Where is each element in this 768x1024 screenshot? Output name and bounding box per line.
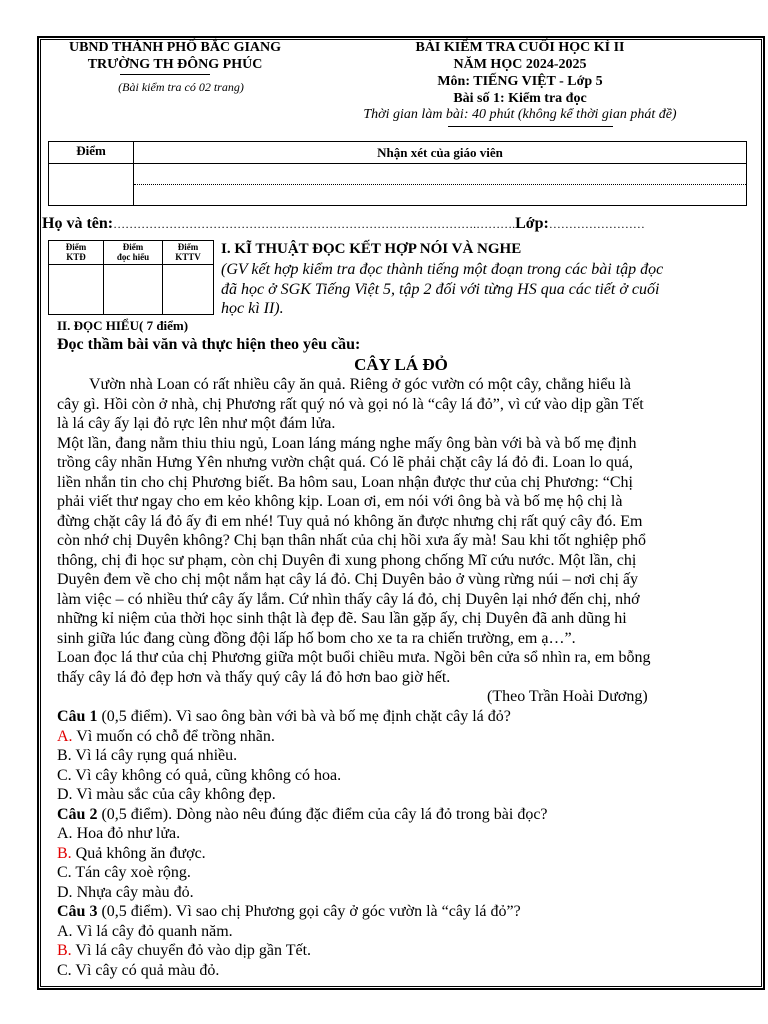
q2-option-c[interactable]: C. Tán cây xoè rộng. — [57, 864, 191, 881]
student-info-line — [42, 215, 732, 233]
score-box[interactable] — [49, 164, 134, 206]
class-dots[interactable]: …………………… — [548, 217, 645, 231]
name-label: Họ và tên: — [42, 215, 114, 232]
header-school: TRƯỜNG TH ĐÔNG PHÚC — [87, 57, 263, 72]
duration-underline — [448, 126, 613, 127]
story-line: Một lần, đang nằm thiu thiu ngủ, Loan láng máng nghe mấy ông bàn với bà và bố mẹ định — [57, 434, 637, 452]
q2-option-d[interactable]: D. Nhựa cây màu đỏ. — [57, 883, 194, 901]
class-label: Lớp: — [515, 215, 549, 232]
header-authority: UBND THÀNH PHỐ BẮC GIANG — [68, 40, 282, 55]
q1-option-a[interactable]: A. Vì muốn có chỗ để trồng nhãn. — [57, 727, 275, 745]
q1-option-b[interactable]: B. Vì lá cây rụng quá nhiều. — [57, 747, 238, 764]
story-title: CÂY LÁ ĐỎ — [354, 355, 448, 374]
q3-option-c[interactable]: C. Vì cây có quả màu đỏ. — [57, 961, 220, 979]
q2-option-a[interactable]: A. Hoa đỏ như lửa. — [57, 825, 181, 842]
questions-block — [57, 707, 548, 980]
section2-instruction: Đọc thầm bài văn và thực hiện theo yêu cầu: — [57, 336, 361, 353]
comment-box[interactable] — [134, 164, 747, 206]
story-line: sinh giữa lúc đang cùng đồng đội lấp hố bom cho xe ta ra chiến trường, em ạ…”. — [57, 629, 576, 647]
mini-col-doc-hieu: Điểm đọc hiểu — [104, 241, 163, 265]
question-1: Câu 1 (0,5 điểm). Vì sao ông bàn với bà và bố mẹ định chặt cây lá đỏ? — [57, 708, 511, 725]
mini-score-doc-hieu[interactable] — [104, 265, 163, 315]
header-test-name: Bài số 1: Kiểm tra đọc — [453, 91, 587, 106]
comment-label: Nhận xét của giáo viên — [134, 142, 747, 164]
story-line: Loan đọc lá thư của chị Phương giữa một buổi chiều mưa. Ngồi bên cửa sổ nhìn ra, em bỗng — [57, 649, 651, 666]
story-line: Duyên đem về cho chị một nắm hạt cây lá đỏ. Chị Duyên bảo ở vùng rừng núi – nơi chị ấy — [57, 571, 639, 588]
story-line: liền nhắn tin cho chị Phương biết. Ba hôm sau, Loan nhận được thư của chị Phương: “Chị — [57, 473, 633, 491]
score-label: Điểm — [49, 142, 134, 164]
q2-option-b[interactable]: B. Quả không ăn được. — [57, 844, 206, 862]
story-line: làm việc – có nhiều thứ cây ấy lắm. Cứ nhìn thấy cây lá đỏ, chị Duyên lại nhớ đến chị, nhớ — [57, 590, 640, 608]
story-line: đừng chặt cây lá đỏ ấy đi em nhé! Tuy quả nó không ăn được nhưng chị rất quý cây đó. Em — [57, 512, 643, 530]
header-school-year: NĂM HỌC 2024-2025 — [453, 57, 587, 72]
story-line: phải viết thư ngay cho em kẻo không kịp. Loan ơi, em nói với ông bà và bố mẹ hộ chị là — [57, 493, 623, 510]
q3-option-a[interactable]: A. Vì lá cây đỏ quanh năm. — [57, 922, 233, 940]
header-page-note: (Bài kiểm tra có 02 trang) — [118, 80, 244, 94]
story-line: thông, chị đi học sư phạm, còn chị Duyên đi xung phong chống Mĩ cứu nước. Một lần, chị — [57, 551, 637, 569]
comment-dotted-line — [134, 184, 746, 185]
mini-score-table — [48, 240, 214, 315]
q1-option-d[interactable]: D. Vì màu sắc của cây không đẹp. — [57, 786, 276, 803]
section1-title: I. KĨ THUẬT ĐỌC KẾT HỢP NÓI VÀ NGHE — [221, 241, 522, 257]
story-line: là lá cây ấy lại đỏ rực lên như một đám lửa. — [57, 415, 336, 432]
story-line: những kỉ niệm của thời học sinh thật là đẹp đẽ. Sau lần gặp ấy, chị Duyên đã anh dũng hi — [57, 610, 627, 627]
story-line: thấy cây lá đỏ đẹp hơn và thấy quý cây lá đỏ hơn bao giờ hết. — [57, 668, 451, 686]
header-duration: Thời gian làm bài: 40 phút (không kể thời gian phát đề) — [363, 107, 677, 122]
section1-note: (GV kết hợp kiểm tra đọc thành tiếng một đoạn trong các bài tập đọc đã học ở SGK Tiếng Việt 5, tập 2 đối với từng HS qua các tiết ở cuối học kì II). — [221, 261, 664, 317]
q1-option-c[interactable]: C. Vì cây không có quả, cũng không có hoa. — [57, 766, 342, 784]
story-line: Vườn nhà Loan có rất nhiều cây ăn quả. Riêng ở góc vườn có một cây, chẳng hiểu là — [89, 376, 631, 393]
story-line: còn nhớ chị Duyên không? Chị bạn thân nhất của chị hồi xưa ấy mà! Sau khi tốt nghiệp phổ — [57, 532, 647, 549]
story-body — [57, 375, 650, 707]
question-3: Câu 3 (0,5 điểm). Vì sao chị Phương gọi cây ở góc vườn là “cây lá đỏ”? — [57, 903, 521, 920]
mini-col-kttv: Điểm KTTV — [163, 241, 214, 265]
mini-score-ktd[interactable] — [49, 265, 104, 315]
section2-title: II. ĐỌC HIỂU( 7 điểm) — [57, 318, 189, 333]
story-line: cây gì. Hồi còn ở nhà, chị Phương rất quý nó và gọi nó là “cây lá đỏ”, vì cứ vào dịp gần Tết — [57, 395, 644, 413]
name-dots[interactable]: ……………………………………………………………………………….………. — [113, 217, 516, 231]
q3-option-b[interactable]: B. Vì lá cây chuyển đỏ vào dịp gần Tết. — [57, 942, 312, 959]
school-underline — [120, 74, 210, 75]
story-line: trồng cây nhãn Hưng Yên nhưng vườn chật quá. Có lẽ phải chặt cây lá đỏ đi. Loan lo quá, — [57, 454, 633, 471]
mini-col-ktd: Điểm KTĐ — [49, 241, 104, 265]
score-table — [48, 141, 747, 206]
question-2: Câu 2 (0,5 điểm). Dòng nào nêu đúng đặc điểm của cây lá đỏ trong bài đọc? — [57, 805, 548, 823]
story-source: (Theo Trần Hoài Dương) — [487, 688, 648, 705]
header-subject: Môn: TIẾNG VIỆT - Lớp 5 — [437, 74, 603, 89]
mini-score-kttv[interactable] — [163, 265, 214, 315]
header-exam-title: BÀI KIỂM TRA CUỐI HỌC KÌ II — [415, 40, 625, 55]
